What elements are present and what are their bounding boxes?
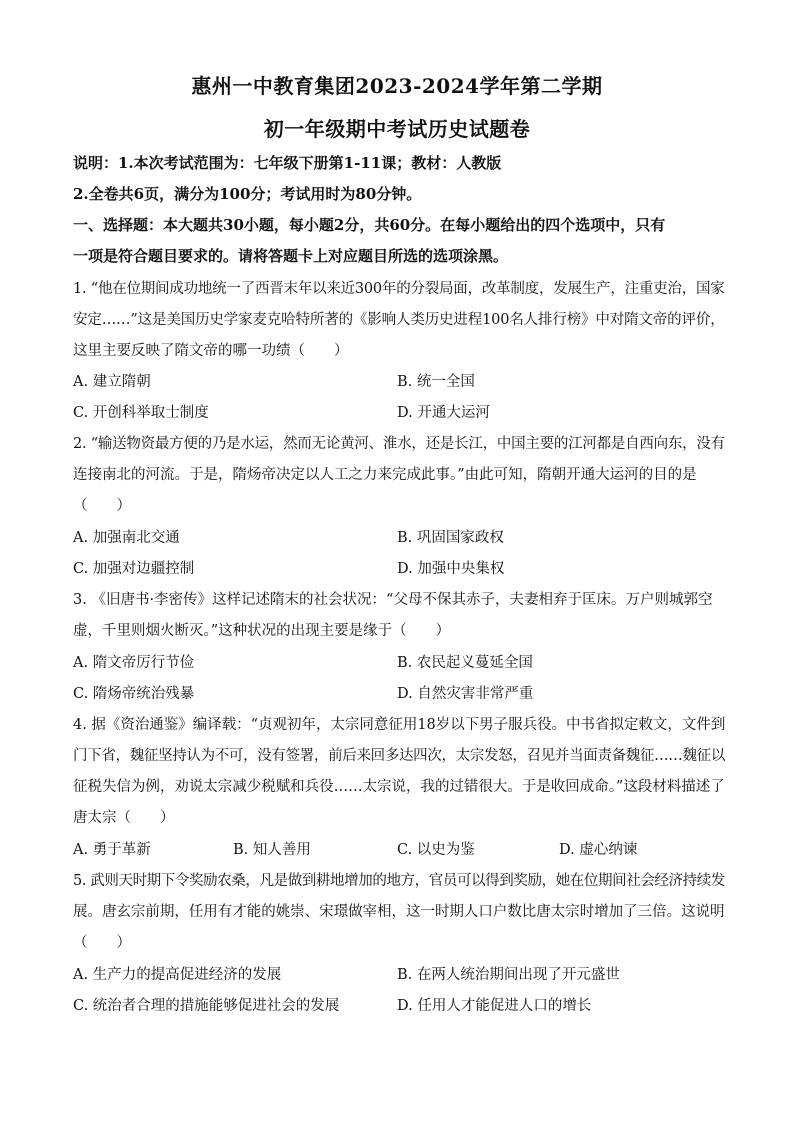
question-5-option-c: C. 统治者合理的措施能够促进社会的发展 [73,998,340,1014]
question-4-text-line: 唐太宗（ ） [73,810,175,826]
question-5-option-b: B. 在两人统治期间出现了开元盛世 [397,967,620,983]
question-1-option-a: A. 建立隋朝 [73,374,151,390]
question-2-option-d: D. 加强中央集权 [397,561,505,577]
question-4-option-c: C. 以史为鉴 [397,842,475,858]
question-4-option-a: A. 勇于革新 [73,842,151,858]
question-3-option-b: B. 农民起义蔓延全国 [397,655,533,671]
question-3-text-line: 3. 《旧唐书·李密传》这样记述隋末的社会状况：“父母不保其赤子，夫妻相弃于匡床。万户则城郭空 [73,592,713,608]
question-1-text-line: 安定……”这是美国历史学家麦克哈特所著的《影响人类历史进程100名人排行榜》中对隋文帝的评价， [73,312,725,328]
exam-title-line1: 惠州一中教育集团2023-2024学年第二学期 [191,74,603,98]
question-4-text-line: 门下省，魏征坚持认为不可，没有签署，前后来回多达四次，太宗发怒，召见并当面责备魏征……魏征以 [73,748,725,764]
question-4-option-b: B. 知人善用 [233,842,311,858]
question-4-text-line: 4. 据《资治通鉴》编译载：“贞观初年，太宗同意征用18岁以下男子服兵役。中书省拟定敕文，文件到 [73,717,726,733]
question-3-option-c: C. 隋炀帝统治残暴 [73,686,195,702]
question-3-option-a: A. 隋文帝厉行节俭 [73,655,195,671]
question-2-text-line: （ ） [73,498,131,514]
question-1-text-line: 这里主要反映了隋文帝的哪一功绩（ ） [73,343,349,359]
question-2-option-a: A. 加强南北交通 [73,530,180,546]
question-4-text-line: 征税失信为例，劝说太宗减少税赋和兵役……太宗说，我的过错很大。于是收回成命。”这段材料描述了 [73,779,725,795]
question-1-option-c: C. 开创科举取士制度 [73,405,209,421]
instruction-note-2: 2.全卷共6页，满分为100分；考试用时为80分钟。 [73,185,422,203]
section-heading-line1: 一、选择题：本大题共30小题，每小题2分，共60分。在每小题给出的四个选项中，只有 [73,216,666,234]
question-1-option-d: D. 开通大运河 [397,405,490,421]
section-heading-line2: 一项是符合题目要求的。请将答题卡上对应题目所选的选项涂黑。 [73,247,509,265]
question-2-text-line: 连接南北的河流。于是，隋炀帝决定以人工之力来完成此事。”由此可知，隋朝开通大运河的目的是 [73,467,697,483]
question-5-text-line: （ ） [73,935,131,951]
exam-title-line2: 初一年级期中考试历史试题卷 [263,117,531,141]
question-2-option-b: B. 巩固国家政权 [397,530,504,546]
instruction-note-1: 说明：1.本次考试范围为：七年级下册第1-11课；教材：人教版 [73,154,502,172]
question-2-text-line: 2. “输送物资最方便的乃是水运，然而无论黄河、淮水，还是长江，中国主要的江河都是自西向东，没有 [73,436,725,452]
question-5-option-d: D. 任用人才能促进人口的增长 [397,998,592,1014]
question-5-text-line: 展。唐玄宗前期，任用有才能的姚崇、宋璟做宰相，这一时期人口户数比唐太宗时增加了三倍。这说明 [73,904,725,920]
question-3-text-line: 虚，千里则烟火断灭。”这种状况的出现主要是缘于（ ） [73,623,451,639]
question-1-text-line: 1. “他在位期间成功地统一了西晋末年以来近300年的分裂局面，改革制度，发展生产，注重吏治，国家 [73,281,725,297]
question-5-text-line: 5. 武则天时期下令奖励农桑，凡是做到耕地增加的地方，官员可以得到奖励，她在位期间社会经济持续发 [73,873,725,889]
question-5-option-a: A. 生产力的提高促进经济的发展 [73,967,282,983]
question-4-option-d: D. 虚心纳谏 [559,842,638,858]
question-2-option-c: C. 加强对边疆控制 [73,561,195,577]
question-1-option-b: B. 统一全国 [397,374,475,390]
question-3-option-d: D. 自然灾害非常严重 [397,686,534,702]
